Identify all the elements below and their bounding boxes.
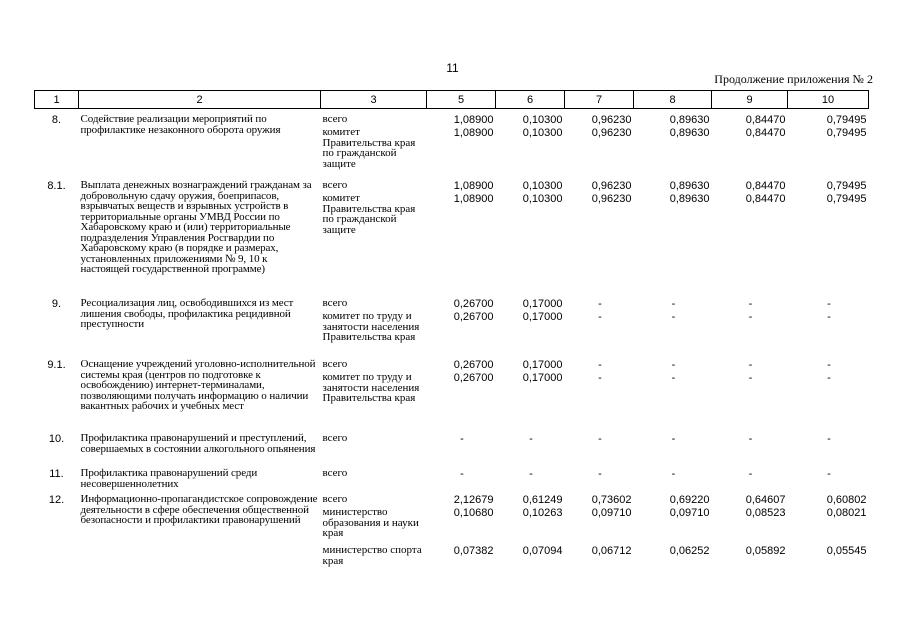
value-cell: -	[827, 433, 831, 445]
table-row	[35, 179, 869, 192]
header-cell: 1	[35, 91, 79, 109]
table-row	[35, 467, 869, 489]
table-header	[35, 91, 869, 109]
table-row	[35, 493, 869, 506]
budget-table	[34, 90, 869, 574]
header-cell: 5	[427, 91, 496, 109]
measure-name: Оснащение учреждений уголовно-исполнительной системы края (центров по подготовке к освобождению) интернет-терминалами, позволяющими получать информацию о наличии вакантных рабочих и учебных мест	[80, 358, 316, 412]
value-cell: 0,96230	[591, 193, 632, 205]
executor-label: комитет по труду и занятости населения Правительства края	[322, 310, 420, 343]
value-cell: 0,10300	[522, 193, 563, 205]
value-cell: 0,07094	[522, 545, 563, 557]
value-cell: 0,84470	[745, 193, 786, 205]
value-cell: -	[827, 311, 831, 323]
value-cell: 0,09710	[591, 507, 632, 519]
value-cell: -	[827, 359, 831, 371]
appendix-note: Продолжение приложения № 2	[714, 72, 873, 86]
header-cell: 8	[634, 91, 712, 109]
value-cell: 0,64607	[745, 494, 786, 506]
value-cell: -	[748, 433, 753, 445]
header-cell: 7	[565, 91, 634, 109]
value-cell: 0,84470	[745, 127, 786, 139]
header-cell: 3	[321, 91, 427, 109]
value-cell: -	[671, 298, 676, 310]
executor-label: всего	[322, 358, 348, 370]
value-cell: 0,79495	[826, 180, 867, 192]
row-number: 8.	[51, 114, 62, 126]
value-cell: 0,73602	[591, 494, 632, 506]
value-cell: 0,89630	[669, 114, 710, 126]
value-cell: 0,26700	[453, 372, 494, 384]
measure-name: Ресоциализация лиц, освободившихся из мест лишения свободы, профилактика рецидивной преступности	[80, 297, 294, 330]
row-number: 11.	[49, 468, 64, 480]
value-cell: 0,89630	[669, 180, 710, 192]
value-cell: 0,07382	[453, 545, 494, 557]
measure-name: Профилактика правонарушений среди несовершеннолетних	[80, 467, 258, 490]
value-cell: 0,96230	[591, 114, 632, 126]
value-cell: 0,10300	[522, 127, 563, 139]
value-cell: 0,26700	[453, 298, 494, 310]
value-cell: -	[827, 468, 831, 480]
value-cell: -	[529, 468, 533, 480]
measure-name: Выплата денежных вознаграждений гражданам за добровольную сдачу оружия, боеприпасов, взрывчатых веществ и взрывных устройств в территориальные органы УМВД России по Хабаровскому краю и (или) территориальные подразделения Управления Росгвардии по Хабаровскому краю (в порядке и размерах, установленных приложениями № 9, 10 к настоящей государственной программе)	[80, 179, 312, 275]
table-row	[35, 358, 869, 371]
value-cell: 0,61249	[522, 494, 563, 506]
page-number: 11	[446, 61, 459, 75]
value-cell: -	[598, 468, 602, 480]
spacer-row	[35, 570, 869, 574]
executor-label: всего	[322, 297, 348, 309]
value-cell: 0,17000	[522, 372, 563, 384]
measure-name: Профилактика правонарушений и преступлений, совершаемых в состоянии алкогольного опьянения	[80, 432, 316, 455]
header-cell: 2	[79, 91, 321, 109]
measure-name: Информационно-пропагандистское сопровождение деятельности в сфере обеспечения общественной безопасности и профилактики правонарушений	[80, 493, 318, 526]
table-row	[35, 432, 869, 463]
value-cell: 0,17000	[522, 311, 563, 323]
value-cell: 0,84470	[745, 114, 786, 126]
value-cell: 0,10263	[522, 507, 563, 519]
value-cell: 0,17000	[522, 298, 563, 310]
header-row	[35, 91, 869, 109]
spacer-cell	[35, 570, 869, 574]
value-cell: 0,89630	[669, 193, 710, 205]
value-cell: 0,26700	[453, 311, 494, 323]
table-row	[35, 113, 869, 126]
value-cell: -	[598, 359, 602, 371]
value-cell: -	[671, 359, 676, 371]
value-cell: -	[748, 311, 753, 323]
value-cell: 0,05892	[745, 545, 786, 557]
value-cell: 0,79495	[826, 127, 867, 139]
value-cell: -	[671, 311, 676, 323]
row-number: 9.	[51, 298, 62, 310]
value-cell: 0,08021	[826, 507, 867, 519]
header-cell: 9	[712, 91, 788, 109]
executor-label: комитет Правительства края по гражданской защите	[322, 192, 416, 236]
table-row	[35, 297, 869, 310]
value-cell: 0,69220	[669, 494, 710, 506]
value-cell: 1,08900	[453, 193, 494, 205]
value-cell: -	[529, 433, 533, 445]
value-cell: 1,08900	[453, 180, 494, 192]
header-cell: 10	[788, 91, 869, 109]
value-cell: 0,05545	[826, 545, 867, 557]
executor-label: министерство спорта края	[322, 544, 422, 567]
value-cell: -	[671, 433, 676, 445]
value-cell: 0,06712	[591, 545, 632, 557]
value-cell: -	[598, 372, 602, 384]
value-cell: 0,60802	[826, 494, 867, 506]
executor-label: всего	[322, 493, 348, 505]
value-cell: -	[671, 372, 676, 384]
value-cell: 2,12679	[453, 494, 494, 506]
value-cell: 0,96230	[591, 127, 632, 139]
value-cell: -	[460, 433, 464, 445]
value-cell: 0,10300	[522, 114, 563, 126]
value-cell: -	[598, 433, 602, 445]
value-cell: -	[598, 298, 602, 310]
row-number: 8.1.	[47, 180, 66, 192]
executor-label: комитет Правительства края по гражданской защите	[322, 126, 416, 170]
value-cell: 0,10300	[522, 180, 563, 192]
executor-label: всего	[322, 179, 348, 191]
row-number: 9.1.	[47, 359, 66, 371]
value-cell: 0,17000	[522, 359, 563, 371]
value-cell: 0,06252	[669, 545, 710, 557]
measure-name: Содействие реализации мероприятий по профилактике незаконного оборота оружия	[80, 113, 281, 136]
value-cell: -	[827, 298, 831, 310]
value-cell: 1,08900	[453, 114, 494, 126]
row-number: 12.	[48, 494, 65, 506]
header-cell: 6	[496, 91, 565, 109]
value-cell: 0,79495	[826, 114, 867, 126]
executor-label: комитет по труду и занятости населения Правительства края	[322, 371, 420, 404]
value-cell: 0,89630	[669, 127, 710, 139]
value-cell: 0,08523	[745, 507, 786, 519]
value-cell: -	[748, 372, 753, 384]
value-cell: -	[748, 298, 753, 310]
executor-label: министерство образования и науки края	[322, 506, 419, 539]
value-cell: 0,09710	[669, 507, 710, 519]
value-cell: 0,96230	[591, 180, 632, 192]
value-cell: 0,26700	[453, 359, 494, 371]
value-cell: -	[748, 468, 753, 480]
value-cell: -	[460, 468, 464, 480]
table-body	[35, 109, 869, 575]
executor-label: всего	[322, 113, 348, 125]
executor-label: всего	[322, 467, 348, 479]
value-cell: 0,84470	[745, 180, 786, 192]
value-cell: 0,10680	[453, 507, 494, 519]
value-cell: 1,08900	[453, 127, 494, 139]
value-cell: -	[598, 311, 602, 323]
value-cell: -	[671, 468, 676, 480]
value-cell: -	[827, 372, 831, 384]
row-number: 10.	[48, 433, 65, 445]
value-cell: -	[748, 359, 753, 371]
value-cell: 0,79495	[826, 193, 867, 205]
executor-label: всего	[322, 432, 348, 444]
